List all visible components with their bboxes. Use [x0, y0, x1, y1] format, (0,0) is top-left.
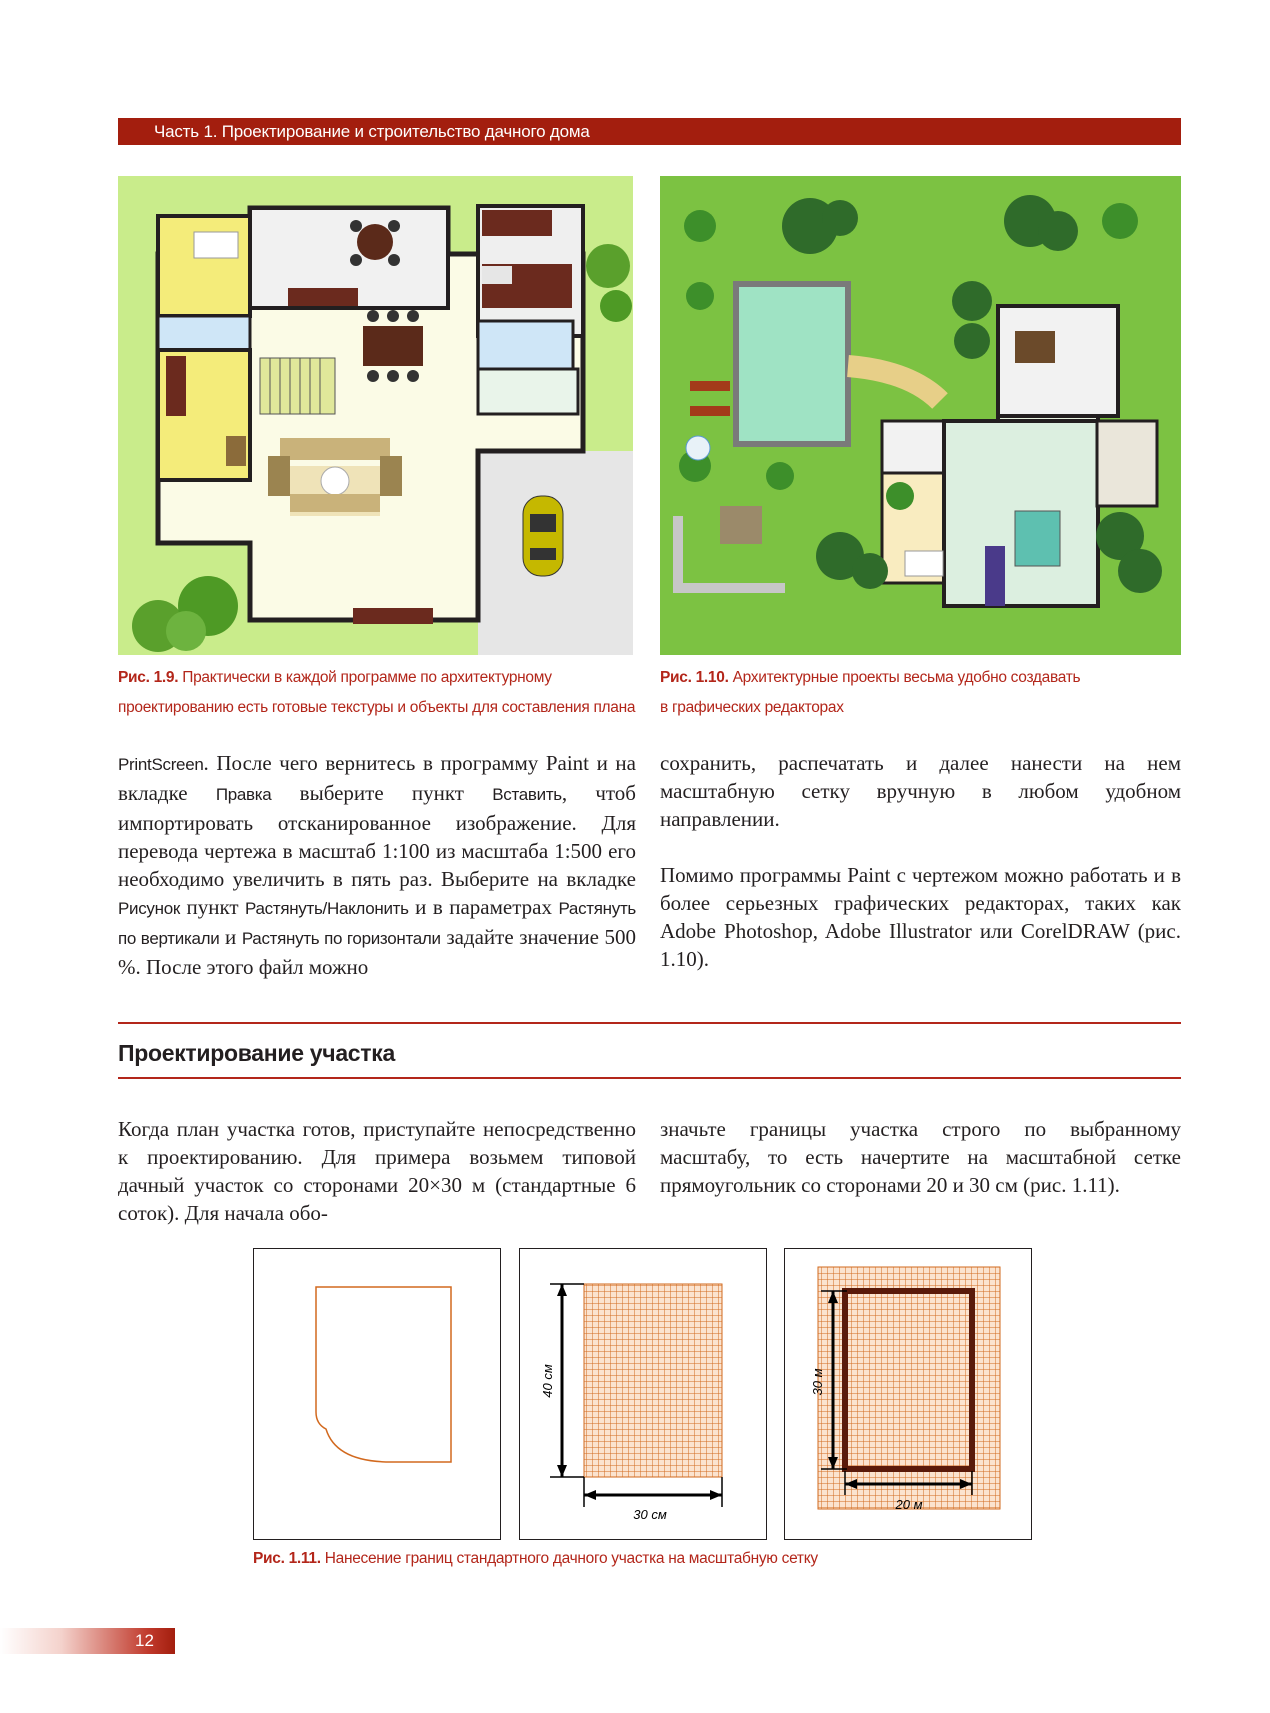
panel2-width-label: 30 см	[633, 1507, 667, 1522]
paragraph-text: . После чего вернитесь в программу Paint и на вкладке	[118, 751, 636, 805]
right-column-text	[660, 749, 1181, 973]
menu-term: Растянуть по горизонтали	[241, 929, 441, 948]
figure-1-11-caption	[253, 1544, 1053, 1574]
paragraph-text: , чтоб импортировать отсканированное изображение. Для перевода чертежа в масштаб 1:100 из масштаба 1:500 его необходимо увеличить в пять раз. Выберите на вкладке	[118, 781, 636, 891]
paragraph-text: и	[219, 925, 242, 949]
figure-1-10-label: Рис. 1.10.	[660, 669, 729, 686]
floor-plan-illustration	[118, 176, 633, 655]
site-plan-illustration	[660, 176, 1181, 655]
plot-outline-panel	[253, 1248, 501, 1540]
section-left-text	[118, 1115, 636, 1227]
panel3-width-label: 20 м	[895, 1497, 923, 1512]
section-title: Проектирование участка	[118, 1040, 395, 1066]
chapter-header-bar	[118, 118, 1181, 145]
figure-1-10-caption	[660, 663, 1181, 723]
menu-term: Растянуть/Наклонить	[245, 899, 409, 918]
menu-term: Рисунок	[118, 899, 181, 918]
figure-1-11-caption-text: Нанесение границ стандартного дачного участка на масштабную сетку	[324, 1550, 818, 1567]
paragraph-text: задайте значение 500 %. После этого файл можно	[118, 925, 636, 979]
section-rule-bottom	[118, 1077, 1181, 1079]
figure-1-11-label: Рис. 1.11.	[253, 1550, 321, 1567]
right-paragraph-2: Помимо программы Paint с чертежом можно работать и в более серьезных графических редакторах, таких как Adobe Photoshop, Adobe Illustrator или CorelDRAW (рис. 1.10).	[660, 863, 1181, 971]
panel3-height-label: 30 м	[810, 1368, 825, 1396]
right-paragraph-1: сохранить, распечатать и далее нанести на нем масштабную сетку вручную в любом удобном направлении.	[660, 751, 1181, 831]
section-right-text	[660, 1115, 1181, 1199]
section-left-paragraph: Когда план участка готов, приступайте непосредственно к проектированию. Для примера возьмем типовой дачный участок со сторонами 20×30 м (стандартные 6 соток). Для начала обо-	[118, 1117, 636, 1225]
menu-term: Правка	[215, 785, 272, 804]
figure-1-9-caption	[118, 663, 638, 723]
chapter-title: Часть 1. Проектирование и строительство дачного дома	[154, 122, 590, 141]
figure-1-9-caption-line2: проектированию есть готовые текстуры и объекты для составления плана	[118, 699, 636, 716]
section-rule-top	[118, 1022, 1181, 1024]
figure-1-10-caption-line2: в графических редакторах	[660, 699, 844, 716]
menu-term: PrintScreen	[118, 755, 204, 774]
left-column-text	[118, 749, 636, 981]
menu-term: Растянуть по вертикали	[118, 899, 636, 948]
paragraph-text: выберите пункт	[271, 781, 493, 805]
paragraph-text: пункт	[180, 895, 245, 919]
figure-1-9-caption-line1: Практически в каждой программе по архитектурному	[182, 669, 552, 686]
panel2-height-label: 40 см	[540, 1364, 555, 1398]
figure-1-9-label: Рис. 1.9.	[118, 669, 179, 686]
menu-term: Вставить	[492, 785, 562, 804]
paragraph-text: и в параметрах	[408, 895, 559, 919]
grid-panel-40x30	[519, 1248, 767, 1540]
grid-panel-30x20	[784, 1248, 1032, 1540]
page-number: 12	[135, 1631, 154, 1650]
section-right-paragraph: значьте границы участка строго по выбранному масштабу, то есть начертите на масштабной сетке прямоугольник со сторонами 20 и 30 см (рис. 1.11).	[660, 1117, 1181, 1197]
figure-1-10-caption-line1: Архитектурные проекты весьма удобно создавать	[732, 669, 1081, 686]
